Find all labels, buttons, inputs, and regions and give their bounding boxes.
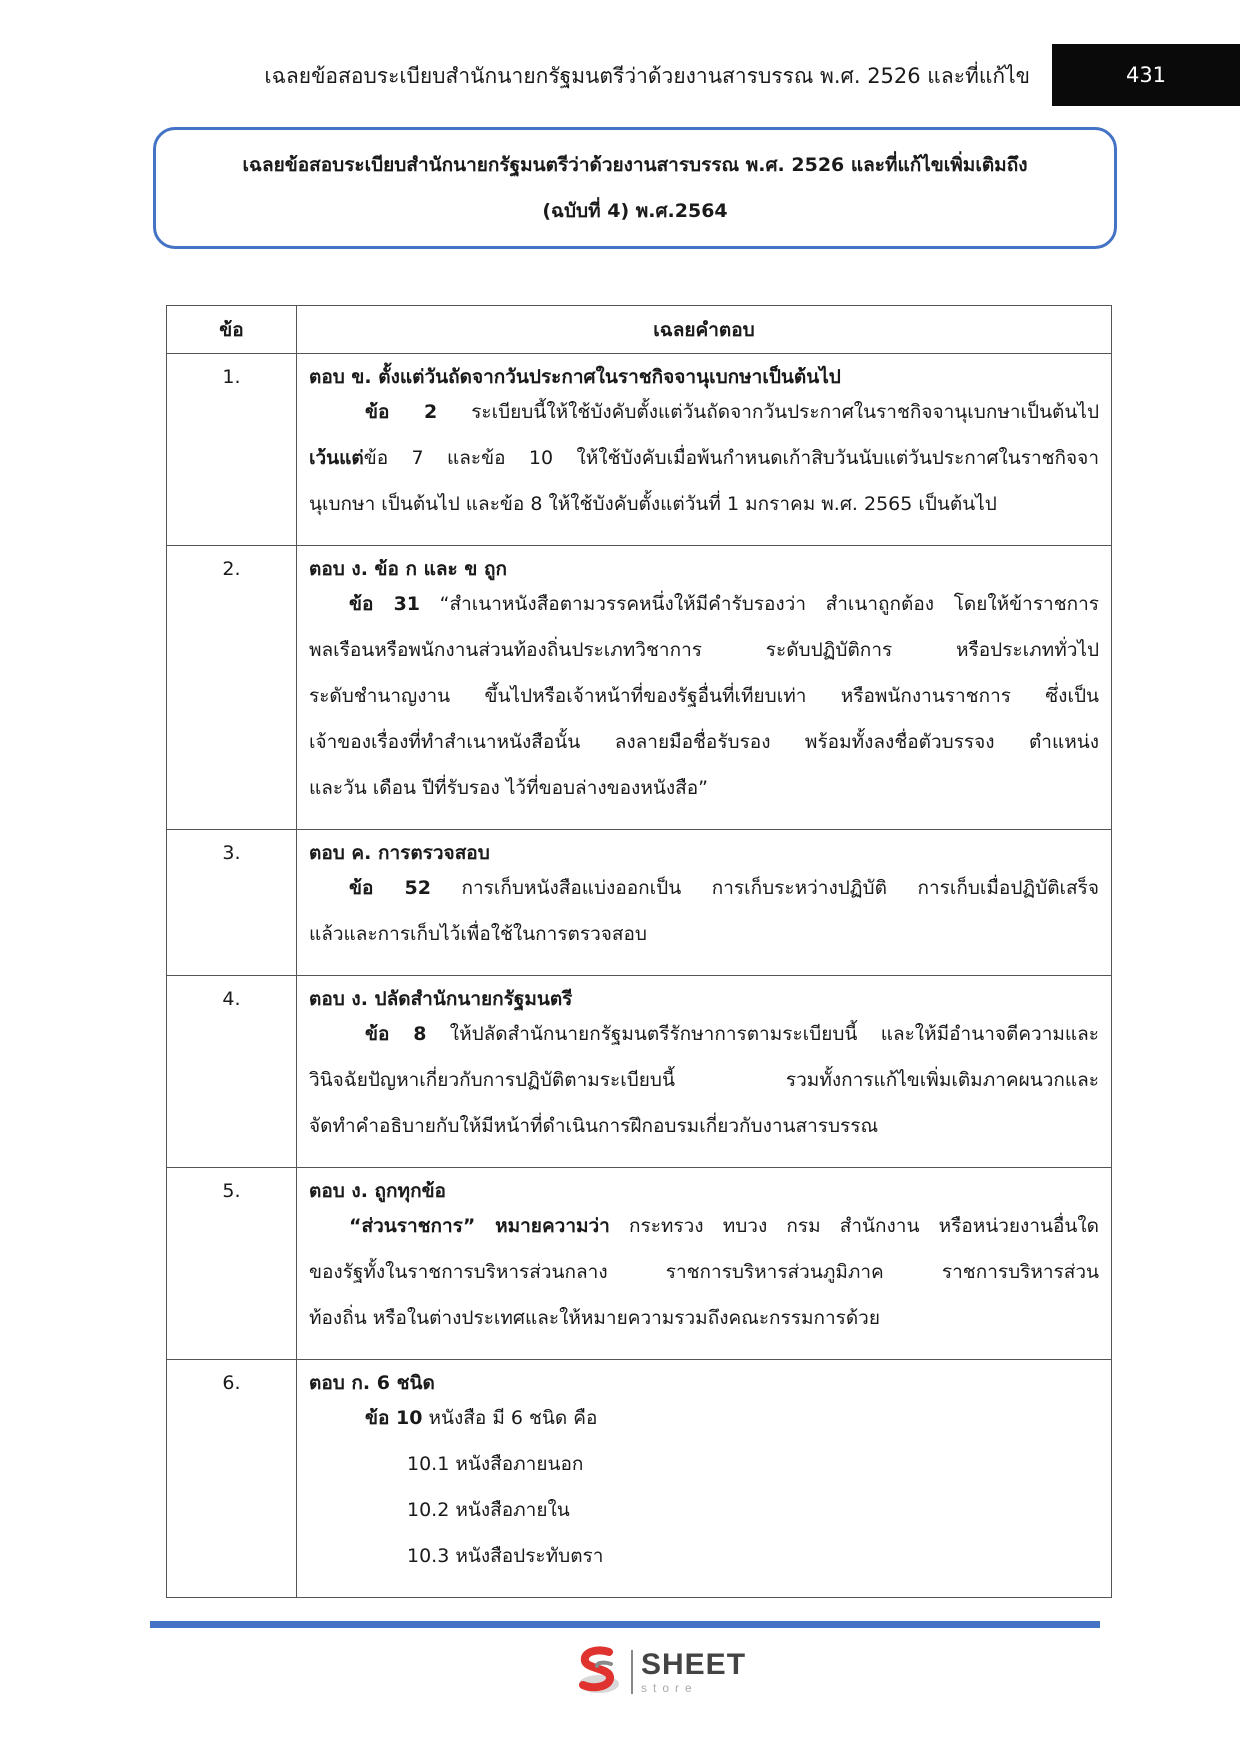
running-header-title: เฉลยข้อสอบระเบียบสำนักนายกรัฐมนตรีว่าด้วยงานสารบรรณ พ.ศ. 2526 และที่แก้ไข bbox=[264, 64, 1030, 88]
row-number: 5. bbox=[167, 1168, 297, 1360]
sub-item: 10.3 หนังสือประทับตรา bbox=[407, 1545, 604, 1567]
answer-table bbox=[166, 305, 1112, 1598]
clause-reference: ข้อ 10 bbox=[365, 1407, 423, 1429]
table-row bbox=[167, 354, 1112, 546]
logo-separator bbox=[631, 1650, 633, 1694]
explanation-line: แล้วและการเก็บไว้เพื่อใช้ในการตรวจสอบ bbox=[309, 923, 647, 945]
term-definition: “ส่วนราชการ” หมายความว่า bbox=[349, 1215, 610, 1237]
clause-reference: ข้อ 8 bbox=[365, 1023, 427, 1045]
explanation-line: วินิจฉัยปัญหาเกี่ยวกับการปฏิบัติตามระเบียบนี้ รวมทั้งการแก้ไขเพิ่มเติมภาคผนวกและ bbox=[309, 1069, 1099, 1091]
answer-line: ตอบ ง. ปลัดสำนักนายกรัฐมนตรี bbox=[309, 988, 573, 1010]
document-title-line-2: (ฉบับที่ 4) พ.ศ.2564 bbox=[542, 200, 728, 222]
table-row bbox=[167, 830, 1112, 976]
answer-line: ตอบ ก. 6 ชนิด bbox=[309, 1372, 435, 1394]
row-number: 2. bbox=[167, 546, 297, 830]
table-header-row bbox=[167, 306, 1112, 354]
answer-line: ตอบ ง. ถูกทุกข้อ bbox=[309, 1180, 446, 1202]
answer-cell bbox=[297, 830, 1112, 976]
sub-item: 10.1 หนังสือภายนอก bbox=[407, 1453, 584, 1475]
explanation-line bbox=[309, 593, 1099, 639]
answer-line: ตอบ ข. ตั้งแต่วันถัดจากวันประกาศในราชกิจจานุเบกษาเป็นต้นไป bbox=[309, 366, 841, 388]
explanation-text: “สำเนาหนังสือตามวรรคหนึ่งให้มีคำรับรองว่า สำเนาถูกต้อง โดยให้ข้าราชการ bbox=[420, 593, 1099, 615]
explanation-text: ให้ปลัดสำนักนายกรัฐมนตรีรักษาการตามระเบียบนี้ และให้มีอำนาจตีความและ bbox=[426, 1023, 1099, 1045]
answer-line: ตอบ ง. ข้อ ก และ ข ถูก bbox=[309, 558, 507, 580]
emphasis-text: เว้นแต่ bbox=[309, 447, 364, 469]
explanation-line bbox=[309, 1215, 1099, 1261]
row-number: 1. bbox=[167, 354, 297, 546]
answer-cell bbox=[297, 546, 1112, 830]
document-title-box bbox=[153, 127, 1117, 249]
table-row bbox=[167, 1168, 1112, 1360]
row-number: 3. bbox=[167, 830, 297, 976]
answer-cell bbox=[297, 976, 1112, 1168]
footer-divider bbox=[150, 1621, 1100, 1628]
explanation-text: ระเบียบนี้ให้ใช้บังคับตั้งแต่วันถัดจากวันประกาศในราชกิจจานุเบกษาเป็นต้นไป bbox=[437, 401, 1100, 423]
explanation-line bbox=[309, 877, 1099, 923]
explanation-line: ระดับชำนาญงาน ขึ้นไปหรือเจ้าหน้าที่ของรัฐอื่นที่เทียบเท่า หรือพนักงานราชการ ซึ่งเป็น bbox=[309, 685, 1099, 707]
clause-reference: ข้อ 52 bbox=[349, 877, 431, 899]
table-row bbox=[167, 546, 1112, 830]
sheet-store-logo bbox=[575, 1645, 746, 1699]
logo-subtitle: store bbox=[641, 1681, 698, 1695]
sub-item: 10.2 หนังสือภายใน bbox=[407, 1499, 570, 1521]
column-header-number: ข้อ bbox=[167, 306, 297, 354]
explanation-text: ข้อ 7 และข้อ 10 ให้ใช้บังคับเมื่อพ้นกำหนดเก้าสิบวันนับแต่วันประกาศในราชกิจจา bbox=[363, 447, 1099, 469]
answer-cell bbox=[297, 354, 1112, 546]
sheet-store-s-icon bbox=[575, 1646, 623, 1698]
explanation-line: และวัน เดือน ปีที่รับรอง ไว้ที่ขอบล่างของหนังสือ” bbox=[309, 777, 708, 799]
page-number-text: 431 bbox=[1125, 63, 1167, 87]
column-header-answer: เฉลยคำตอบ bbox=[297, 306, 1112, 354]
logo-text bbox=[641, 1650, 746, 1694]
clause-reference: ข้อ 31 bbox=[349, 593, 421, 615]
explanation-text: กระทรวง ทบวง กรม สำนักงาน หรือหน่วยงานอื่นใด bbox=[609, 1215, 1099, 1237]
answer-line: ตอบ ค. การตรวจสอบ bbox=[309, 842, 490, 864]
explanation-text: การเก็บหนังสือแบ่งออกเป็น การเก็บระหว่างปฏิบัติ การเก็บเมื่อปฏิบัติเสร็จ bbox=[430, 877, 1099, 899]
clause-reference: ข้อ 2 bbox=[365, 401, 438, 423]
explanation-line: จัดทำคำอธิบายกับให้มีหน้าที่ดำเนินการฝึกอบรมเกี่ยวกับงานสารบรรณ bbox=[309, 1115, 879, 1137]
logo-name: SHEET bbox=[641, 1648, 747, 1681]
document-title-line-1: เฉลยข้อสอบระเบียบสำนักนายกรัฐมนตรีว่าด้วยงานสารบรรณ พ.ศ. 2526 และที่แก้ไขเพิ่มเติมถึง bbox=[242, 154, 1028, 176]
explanation-line: พลเรือนหรือพนักงานส่วนท้องถิ่นประเภทวิชาการ ระดับปฏิบัติการ หรือประเภททั่วไป bbox=[309, 639, 1099, 661]
page-number bbox=[1052, 44, 1240, 106]
answer-cell bbox=[297, 1168, 1112, 1360]
table-row bbox=[167, 976, 1112, 1168]
explanation-line bbox=[309, 447, 1099, 493]
row-number: 4. bbox=[167, 976, 297, 1168]
explanation-text: หนังสือ มี 6 ชนิด คือ bbox=[422, 1407, 598, 1429]
explanation-line bbox=[309, 401, 1099, 447]
row-number: 6. bbox=[167, 1360, 297, 1598]
explanation-line: เจ้าของเรื่องที่ทำสำเนาหนังสือนั้น ลงลายมือชื่อรับรอง พร้อมทั้งลงชื่อตัวบรรจง ตำแหน่ง bbox=[309, 731, 1099, 753]
explanation-line: ท้องถิ่น หรือในต่างประเทศและให้หมายความรวมถึงคณะกรรมการด้วย bbox=[309, 1307, 880, 1329]
answer-cell bbox=[297, 1360, 1112, 1598]
explanation-line bbox=[309, 1023, 1099, 1069]
table-row bbox=[167, 1360, 1112, 1598]
explanation-line bbox=[309, 1407, 1099, 1453]
explanation-line: ของรัฐทั้งในราชการบริหารส่วนกลาง ราชการบริหารส่วนภูมิภาค ราชการบริหารส่วน bbox=[309, 1261, 1099, 1283]
explanation-line: นุเบกษา เป็นต้นไป และข้อ 8 ให้ใช้บังคับตั้งแต่วันที่ 1 มกราคม พ.ศ. 2565 เป็นต้นไป bbox=[309, 493, 997, 515]
